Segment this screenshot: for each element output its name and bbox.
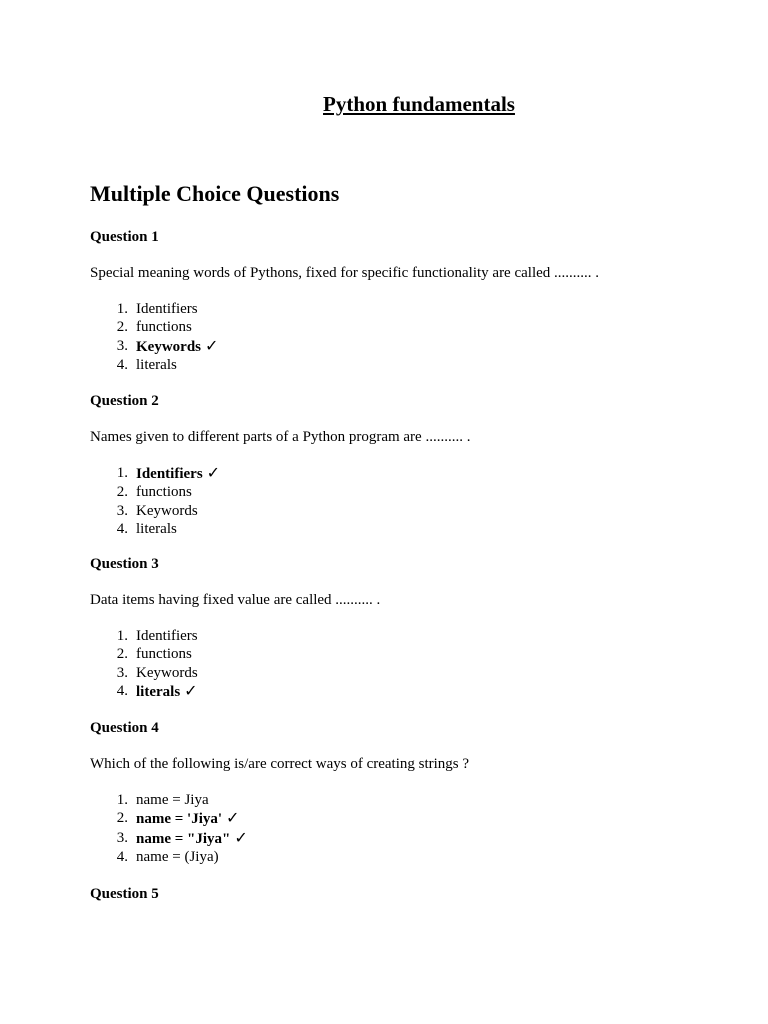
option-number: 4. [116, 683, 128, 700]
option-text: functions [136, 484, 192, 501]
option-text: literals [136, 684, 181, 701]
option-list [90, 300, 730, 375]
check-mark-icon: ✓ [234, 827, 248, 847]
question-block [90, 392, 730, 539]
option-item [90, 848, 730, 866]
option-number: 4. [116, 521, 128, 538]
option-list [90, 791, 730, 867]
question-text: Data items having fixed value are called .......... . [90, 592, 381, 608]
option-list [90, 627, 730, 702]
option-text: functions [136, 319, 192, 336]
option-text: Keywords [136, 338, 201, 355]
option-number: 4. [116, 357, 128, 374]
option-item [90, 520, 730, 538]
option-number: 1. [116, 792, 128, 808]
question-block [90, 555, 730, 702]
option-item [90, 356, 730, 374]
option-text: Keywords [136, 502, 198, 519]
option-number: 3. [116, 502, 128, 519]
option-number: 1. [116, 301, 128, 317]
question-text: Names given to different parts of a Python program are .......... . [90, 429, 471, 445]
question-block [90, 719, 730, 867]
option-number: 1. [116, 465, 128, 481]
option-number: 4. [116, 849, 128, 866]
check-mark-icon: ✓ [226, 808, 240, 828]
question-text: Which of the following is/are correct ways of creating strings ? [90, 756, 470, 772]
option-number: 2. [116, 484, 128, 501]
option-item [90, 318, 730, 336]
question-label: Question 2 [90, 393, 159, 409]
option-text: name = "Jiya" [136, 830, 231, 847]
section-heading: Multiple Choice Questions [90, 181, 340, 206]
check-mark-icon: ✓ [206, 463, 221, 482]
option-text: Identifiers [136, 628, 198, 644]
question-label: Question 5 [90, 886, 159, 902]
check-mark-icon: ✓ [184, 681, 198, 701]
option-text: Keywords [136, 664, 198, 681]
option-item [90, 483, 730, 501]
option-item-correct [90, 682, 730, 701]
option-item [90, 502, 730, 520]
option-item [90, 300, 730, 318]
option-number: 2. [116, 810, 128, 827]
option-text: Identifiers [136, 301, 198, 317]
option-number: 3. [116, 829, 128, 846]
question-text: Special meaning words of Pythons, fixed for specific functionality are called .......... . [90, 265, 600, 281]
question-label: Question 4 [90, 720, 159, 736]
question-block [90, 228, 730, 375]
question-label: Question 1 [90, 229, 159, 245]
option-item-correct [90, 829, 730, 848]
option-item [90, 664, 730, 682]
option-text: functions [136, 646, 192, 663]
option-item [90, 791, 730, 809]
option-text: literals [136, 357, 177, 374]
option-number: 3. [116, 664, 128, 681]
option-text: Identifiers [136, 466, 203, 482]
option-item-correct [90, 464, 730, 483]
option-item-correct [90, 809, 730, 828]
question-block [90, 885, 730, 903]
option-number: 1. [116, 628, 128, 644]
option-item [90, 645, 730, 663]
option-item-correct [90, 337, 730, 356]
option-number: 2. [116, 319, 128, 336]
option-item [90, 627, 730, 645]
option-text: name = 'Jiya' [136, 811, 223, 828]
check-mark-icon: ✓ [205, 335, 219, 355]
option-text: name = Jiya [136, 792, 209, 808]
option-list [90, 464, 730, 539]
option-text: literals [136, 521, 177, 538]
option-number: 2. [116, 646, 128, 663]
option-text: name = (Jiya) [136, 849, 219, 866]
document-title: Python fundamentals [323, 92, 515, 116]
question-label: Question 3 [90, 556, 159, 572]
option-number: 3. [116, 337, 128, 354]
